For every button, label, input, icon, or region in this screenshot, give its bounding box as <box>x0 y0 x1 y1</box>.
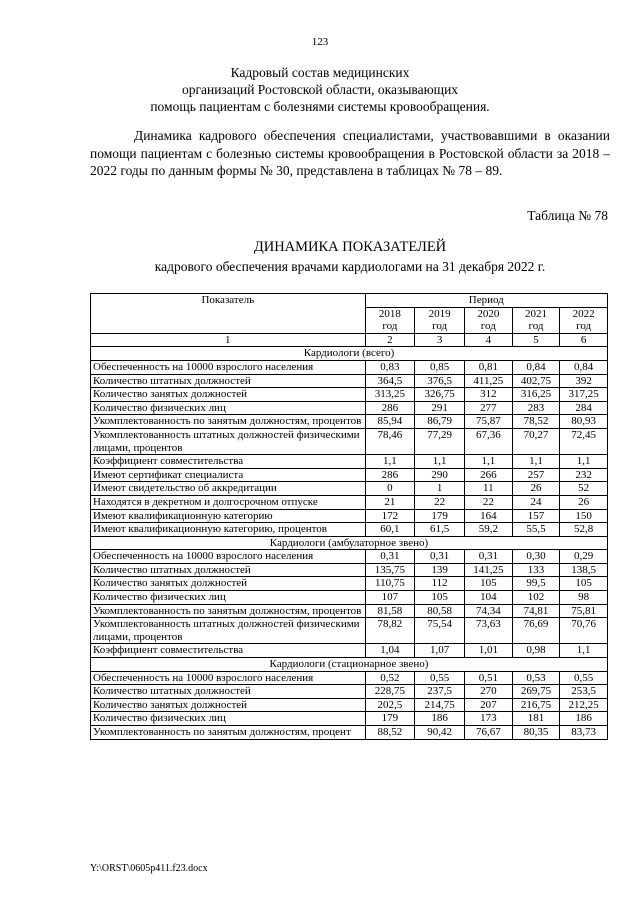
row-value: 1,04 <box>365 644 415 658</box>
row-value: 78,46 <box>365 428 415 454</box>
file-path-footer: Y:\ORST\0605p411.f23.docx <box>90 863 208 874</box>
row-value: 0,55 <box>560 671 608 685</box>
section-row <box>91 658 608 672</box>
row-value: 0,84 <box>512 360 560 374</box>
row-value: 283 <box>512 401 560 415</box>
column-numbers-row <box>91 333 608 347</box>
row-value: 0,85 <box>415 360 465 374</box>
table-row <box>91 698 608 712</box>
row-value: 0,30 <box>512 550 560 564</box>
row-label: Укомплектованность по занятым должностям, процентов <box>91 604 366 618</box>
row-label: Имеют свидетельство об аккредитации <box>91 482 366 496</box>
row-label: Имеют квалификационную категорию, процентов <box>91 523 366 537</box>
row-value: 77,29 <box>415 428 465 454</box>
table-row <box>91 374 608 388</box>
intro-paragraph: Динамика кадрового обеспечения специалистами, участвовавшими в оказании помощи пациентам с болезнью системы кровообращения в Ростовской области за 2018 – 2022 годы по данным формы № 30, представлена в таблицах № 78 – 89. <box>90 128 610 178</box>
table-number: Таблица № 78 <box>527 208 608 223</box>
header-year <box>365 307 415 333</box>
year-label: 2022 <box>572 307 595 320</box>
table-row <box>91 671 608 685</box>
table-row <box>91 482 608 496</box>
row-label: Имеют сертификат специалиста <box>91 468 366 482</box>
row-value: 172 <box>365 509 415 523</box>
row-value: 0 <box>365 482 415 496</box>
row-value: 110,75 <box>365 577 415 591</box>
table-row <box>91 388 608 402</box>
row-value: 104 <box>464 591 512 605</box>
heading-line-2: организаций Ростовской области, оказывающих <box>181 82 459 97</box>
row-value: 291 <box>415 401 465 415</box>
table-title: ДИНАМИКА ПОКАЗАТЕЛЕЙ <box>253 239 447 255</box>
header-row <box>91 294 608 308</box>
row-value: 24 <box>512 495 560 509</box>
header-year <box>512 307 560 333</box>
table-row <box>91 685 608 699</box>
row-value: 74,81 <box>512 604 560 618</box>
row-value: 316,25 <box>512 388 560 402</box>
row-value: 61,5 <box>415 523 465 537</box>
table-row <box>91 577 608 591</box>
row-value: 0,98 <box>512 644 560 658</box>
row-value: 216,75 <box>512 698 560 712</box>
table-row <box>91 550 608 564</box>
row-label: Коэффициент совместительства <box>91 644 366 658</box>
row-value: 55,5 <box>512 523 560 537</box>
table-row <box>91 644 608 658</box>
row-value: 59,2 <box>464 523 512 537</box>
row-label: Обеспеченность на 10000 взрослого населения <box>91 671 366 685</box>
row-value: 402,75 <box>512 374 560 388</box>
table-row <box>91 428 608 454</box>
table-row <box>91 523 608 537</box>
row-value: 72,45 <box>560 428 608 454</box>
header-year <box>464 307 512 333</box>
row-value: 228,75 <box>365 685 415 699</box>
row-value: 85,94 <box>365 415 415 429</box>
row-value: 75,54 <box>415 618 465 644</box>
row-value: 214,75 <box>415 698 465 712</box>
heading-line-3: помощь пациентам с болезнями системы кровообращения. <box>150 99 490 114</box>
row-value: 270 <box>464 685 512 699</box>
row-value: 52,8 <box>560 523 608 537</box>
row-value: 75,81 <box>560 604 608 618</box>
row-value: 286 <box>365 401 415 415</box>
row-label: Обеспеченность на 10000 взрослого населения <box>91 360 366 374</box>
row-value: 70,76 <box>560 618 608 644</box>
row-value: 266 <box>464 468 512 482</box>
row-label: Количество физических лиц <box>91 712 366 726</box>
row-label: Укомплектованность по занятым должностям, процентов <box>91 415 366 429</box>
row-value: 60,1 <box>365 523 415 537</box>
row-value: 376,5 <box>415 374 465 388</box>
row-value: 86,79 <box>415 415 465 429</box>
row-value: 179 <box>415 509 465 523</box>
row-value: 232 <box>560 468 608 482</box>
table-subtitle: кадрового обеспечения врачами кардиологами на 31 декабря 2022 г. <box>154 259 546 274</box>
row-value: 83,73 <box>560 726 608 740</box>
row-value: 0,31 <box>464 550 512 564</box>
year-suffix: год <box>528 320 544 333</box>
column-number: 2 <box>365 333 415 347</box>
row-value: 105 <box>415 591 465 605</box>
row-value: 0,29 <box>560 550 608 564</box>
row-label: Количество штатных должностей <box>91 563 366 577</box>
table-row <box>91 468 608 482</box>
section-title: Кардиологи (стационарное звено) <box>91 658 608 672</box>
row-value: 0,31 <box>365 550 415 564</box>
row-value: 81,58 <box>365 604 415 618</box>
row-value: 22 <box>415 495 465 509</box>
row-value: 21 <box>365 495 415 509</box>
table-row <box>91 618 608 644</box>
row-value: 135,75 <box>365 563 415 577</box>
table-row <box>91 360 608 374</box>
section-row <box>91 536 608 550</box>
row-value: 0,81 <box>464 360 512 374</box>
row-value: 364,5 <box>365 374 415 388</box>
staffing-table <box>90 293 608 740</box>
year-label: 2021 <box>524 307 547 320</box>
row-label: Укомплектованность по занятым должностям, процент <box>91 726 366 740</box>
column-number: 4 <box>464 333 512 347</box>
row-label: Количество физических лиц <box>91 591 366 605</box>
row-value: 186 <box>560 712 608 726</box>
row-value: 317,25 <box>560 388 608 402</box>
table-row <box>91 604 608 618</box>
row-value: 76,69 <box>512 618 560 644</box>
heading-line-1: Кадровый состав медицинских <box>230 65 410 80</box>
row-value: 157 <box>512 509 560 523</box>
year-suffix: год <box>576 320 592 333</box>
header-period: Период <box>365 294 607 308</box>
row-value: 141,25 <box>464 563 512 577</box>
row-label: Укомплектованность штатных должностей физическими лицами, процентов <box>91 428 366 454</box>
row-label: Количество занятых должностей <box>91 698 366 712</box>
column-number: 1 <box>91 333 366 347</box>
row-value: 269,75 <box>512 685 560 699</box>
row-value: 99,5 <box>512 577 560 591</box>
header-year <box>415 307 465 333</box>
header-year <box>560 307 608 333</box>
section-title: Кардиологи (амбулаторное звено) <box>91 536 608 550</box>
table-row <box>91 401 608 415</box>
column-number: 3 <box>415 333 465 347</box>
row-value: 76,67 <box>464 726 512 740</box>
document-heading <box>0 64 640 115</box>
row-value: 0,51 <box>464 671 512 685</box>
row-value: 73,63 <box>464 618 512 644</box>
row-value: 52 <box>560 482 608 496</box>
row-value: 22 <box>464 495 512 509</box>
year-suffix: год <box>382 320 398 333</box>
row-value: 0,83 <box>365 360 415 374</box>
row-value: 326,75 <box>415 388 465 402</box>
row-value: 392 <box>560 374 608 388</box>
row-value: 0,52 <box>365 671 415 685</box>
row-value: 74,34 <box>464 604 512 618</box>
row-value: 1,1 <box>560 644 608 658</box>
row-value: 186 <box>415 712 465 726</box>
row-value: 0,31 <box>415 550 465 564</box>
row-value: 98 <box>560 591 608 605</box>
row-label: Количество штатных должностей <box>91 374 366 388</box>
row-value: 179 <box>365 712 415 726</box>
row-label: Количество занятых должностей <box>91 388 366 402</box>
year-label: 2018 <box>378 307 401 320</box>
year-suffix: год <box>480 320 496 333</box>
table-row <box>91 591 608 605</box>
section-row <box>91 347 608 361</box>
row-value: 150 <box>560 509 608 523</box>
year-label: 2020 <box>477 307 500 320</box>
row-value: 411,25 <box>464 374 512 388</box>
table-row <box>91 455 608 469</box>
row-value: 313,25 <box>365 388 415 402</box>
row-value: 105 <box>560 577 608 591</box>
row-value: 237,5 <box>415 685 465 699</box>
table-row <box>91 726 608 740</box>
row-value: 107 <box>365 591 415 605</box>
row-value: 212,25 <box>560 698 608 712</box>
year-suffix: год <box>432 320 448 333</box>
row-value: 88,52 <box>365 726 415 740</box>
column-number: 6 <box>560 333 608 347</box>
page-number: 123 <box>311 36 329 48</box>
row-value: 202,5 <box>365 698 415 712</box>
row-value: 1,1 <box>560 455 608 469</box>
row-label: Коэффициент совместительства <box>91 455 366 469</box>
row-value: 67,36 <box>464 428 512 454</box>
row-value: 181 <box>512 712 560 726</box>
row-value: 26 <box>512 482 560 496</box>
table-row <box>91 712 608 726</box>
row-value: 1,07 <box>415 644 465 658</box>
row-value: 139 <box>415 563 465 577</box>
row-value: 11 <box>464 482 512 496</box>
row-value: 277 <box>464 401 512 415</box>
table-row <box>91 415 608 429</box>
row-value: 0,84 <box>560 360 608 374</box>
row-value: 1,1 <box>512 455 560 469</box>
row-value: 173 <box>464 712 512 726</box>
row-value: 257 <box>512 468 560 482</box>
row-value: 105 <box>464 577 512 591</box>
row-value: 138,5 <box>560 563 608 577</box>
row-value: 1,1 <box>365 455 415 469</box>
row-value: 78,82 <box>365 618 415 644</box>
row-value: 290 <box>415 468 465 482</box>
row-value: 286 <box>365 468 415 482</box>
column-number: 5 <box>512 333 560 347</box>
year-label: 2019 <box>428 307 451 320</box>
row-value: 284 <box>560 401 608 415</box>
row-value: 80,58 <box>415 604 465 618</box>
row-value: 80,93 <box>560 415 608 429</box>
row-value: 80,35 <box>512 726 560 740</box>
row-value: 312 <box>464 388 512 402</box>
row-value: 1,1 <box>415 455 465 469</box>
row-value: 164 <box>464 509 512 523</box>
table-row <box>91 495 608 509</box>
section-title: Кардиологи (всего) <box>91 347 608 361</box>
row-value: 133 <box>512 563 560 577</box>
row-value: 26 <box>560 495 608 509</box>
row-value: 70,27 <box>512 428 560 454</box>
row-value: 75,87 <box>464 415 512 429</box>
row-label: Имеют квалификационную категорию <box>91 509 366 523</box>
row-value: 1,01 <box>464 644 512 658</box>
row-value: 90,42 <box>415 726 465 740</box>
table-row <box>91 563 608 577</box>
table-row <box>91 509 608 523</box>
row-value: 1,1 <box>464 455 512 469</box>
row-value: 0,55 <box>415 671 465 685</box>
row-label: Количество физических лиц <box>91 401 366 415</box>
row-label: Укомплектованность штатных должностей физическими лицами, процентов <box>91 618 366 644</box>
row-value: 78,52 <box>512 415 560 429</box>
row-value: 1 <box>415 482 465 496</box>
row-label: Количество штатных должностей <box>91 685 366 699</box>
row-value: 0,53 <box>512 671 560 685</box>
row-value: 112 <box>415 577 465 591</box>
row-value: 102 <box>512 591 560 605</box>
row-value: 207 <box>464 698 512 712</box>
row-label: Находятся в декретном и долгосрочном отпуске <box>91 495 366 509</box>
row-label: Обеспеченность на 10000 взрослого населения <box>91 550 366 564</box>
row-label: Количество занятых должностей <box>91 577 366 591</box>
header-indicator: Показатель <box>91 294 366 334</box>
row-value: 253,5 <box>560 685 608 699</box>
